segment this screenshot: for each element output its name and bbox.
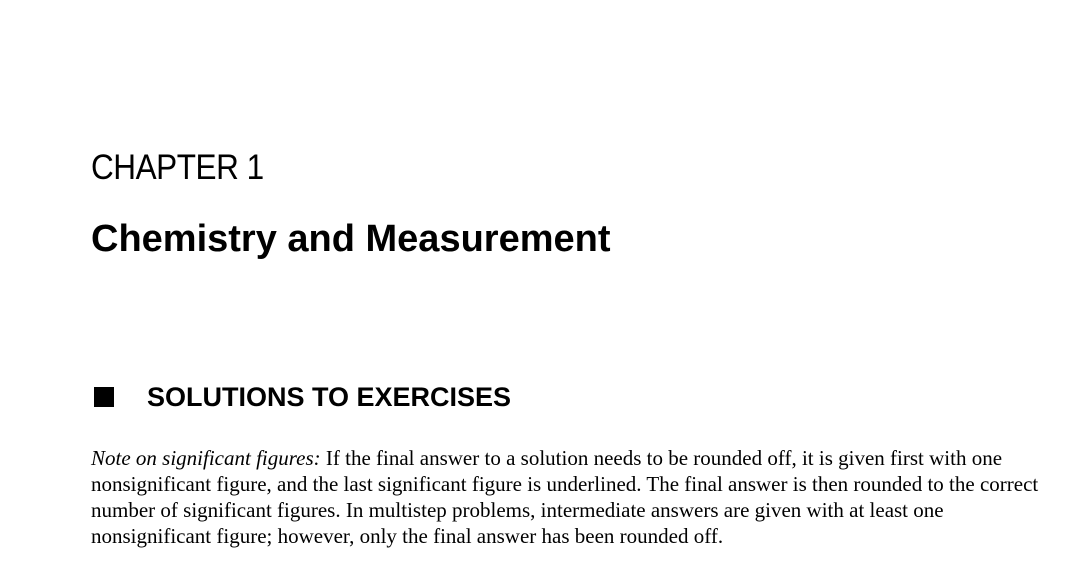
- chapter-title: Chemistry and Measurement: [91, 218, 611, 260]
- section-heading: [94, 380, 511, 414]
- note-lead: Note on significant figures:: [91, 446, 321, 470]
- section-heading-text: SOLUTIONS TO EXERCISES: [147, 382, 512, 412]
- chapter-label: CHAPTER 1: [91, 148, 264, 187]
- note-body: If the final answer to a solution needs to be rounded off, it is given first with one nonsignificant figure, and the last significant figure is underlined. The final answer is then rounded to the correct number of significant figures. In multistep problems, intermediate answers are given with at least one nonsignificant figure; however, only the final answer has been rounded off.: [91, 446, 1039, 548]
- black-square-icon: [94, 387, 114, 407]
- note-paragraph: [91, 445, 1067, 549]
